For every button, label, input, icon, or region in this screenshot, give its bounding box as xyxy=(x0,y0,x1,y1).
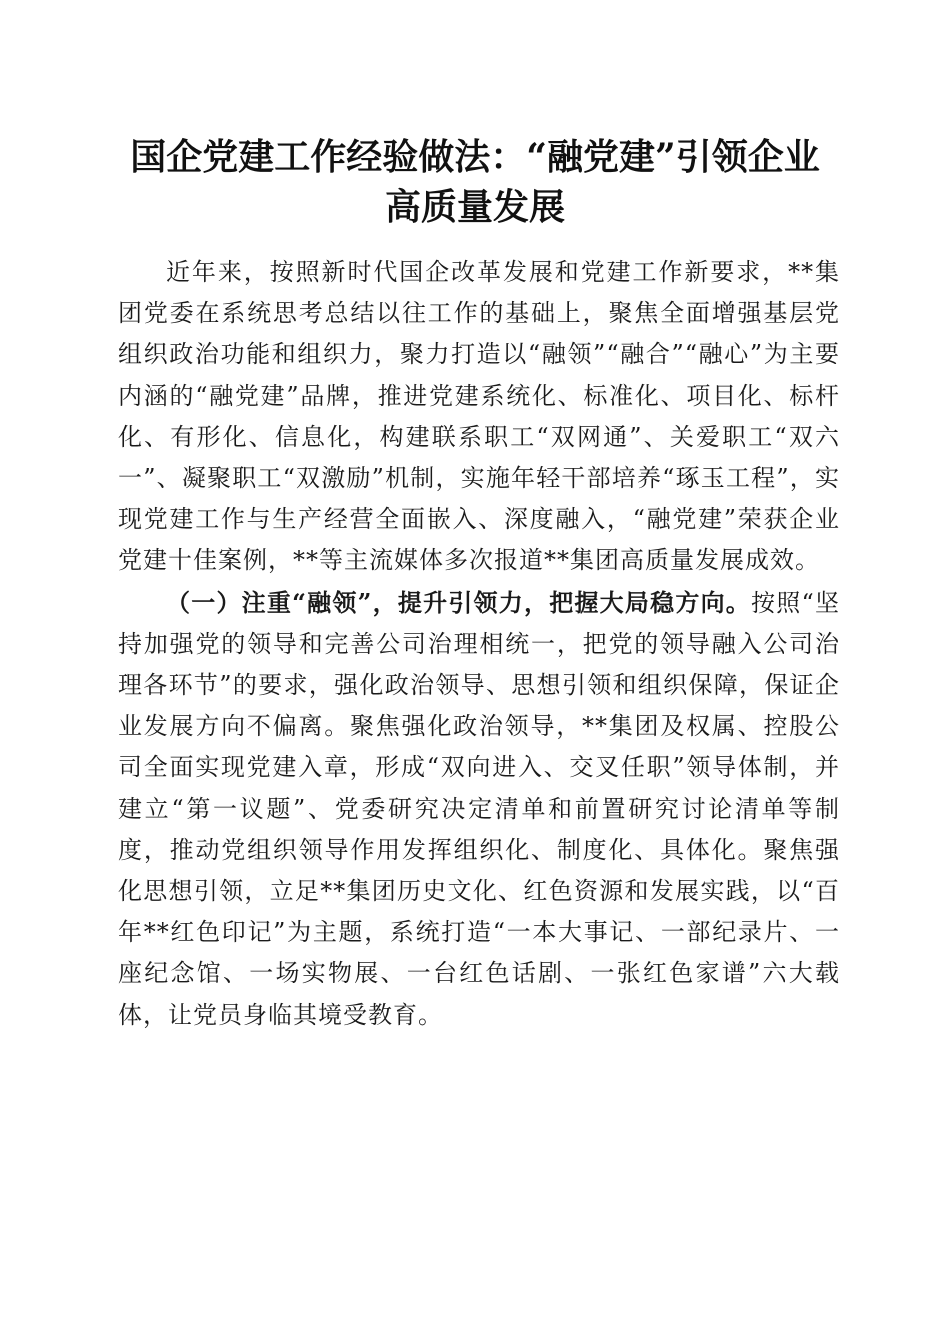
paragraph-section-1 xyxy=(118,582,840,1036)
title-line-1: 国企党建工作经验做法：“融党建”引领企业 xyxy=(130,136,820,178)
document-body xyxy=(118,252,840,1036)
paragraph-intro: 近年来，按照新时代国企改革发展和党建工作新要求，**集团党委在系统思考总结以往工作的基础上，聚焦全面增强基层党组织政治功能和组织力，聚力打造以“融领”“融合”“融心”为主要内涵的“融党建”品牌，推进党建系统化、标准化、项目化、标杆化、有形化、信息化，构建联系职工“双网通”、关爱职工“双六一”、凝聚职工“双激励”机制，实施年轻干部培养“琢玉工程”，实现党建工作与生产经营全面嵌入、深度融入，“融党建”荣获企业党建十佳案例，**等主流媒体多次报道**集团高质量发展成效。 xyxy=(118,258,840,575)
document-title xyxy=(110,132,840,232)
section-1-heading: （一）注重“融领”，提升引领力，把握大局稳方向。 xyxy=(166,587,752,617)
section-1-text: 按照“坚持加强党的领导和完善公司治理相统一，把党的领导融入公司治理各环节”的要求，强化政治领导、思想引领和组织保障，保证企业发展方向不偏离。聚焦强化政治领导，**集团及权属、控股公司全面实现党建入章，形成“双向进入、交叉任职”领导体制，并建立“第一议题”、党委研究决定清单和前置研究讨论清单等制度，推动党组织领导作用发挥组织化、制度化、具体化。聚焦强化思想引领，立足**集团历史文化、红色资源和发展实践，以“百年**红色印记”为主题，系统打造“一本大事记、一部纪录片、一座纪念馆、一场实物展、一台红色话剧、一张红色家谱”六大载体，让党员身临其境受教育。 xyxy=(118,588,840,1029)
title-line-2: 高质量发展 xyxy=(384,186,565,228)
